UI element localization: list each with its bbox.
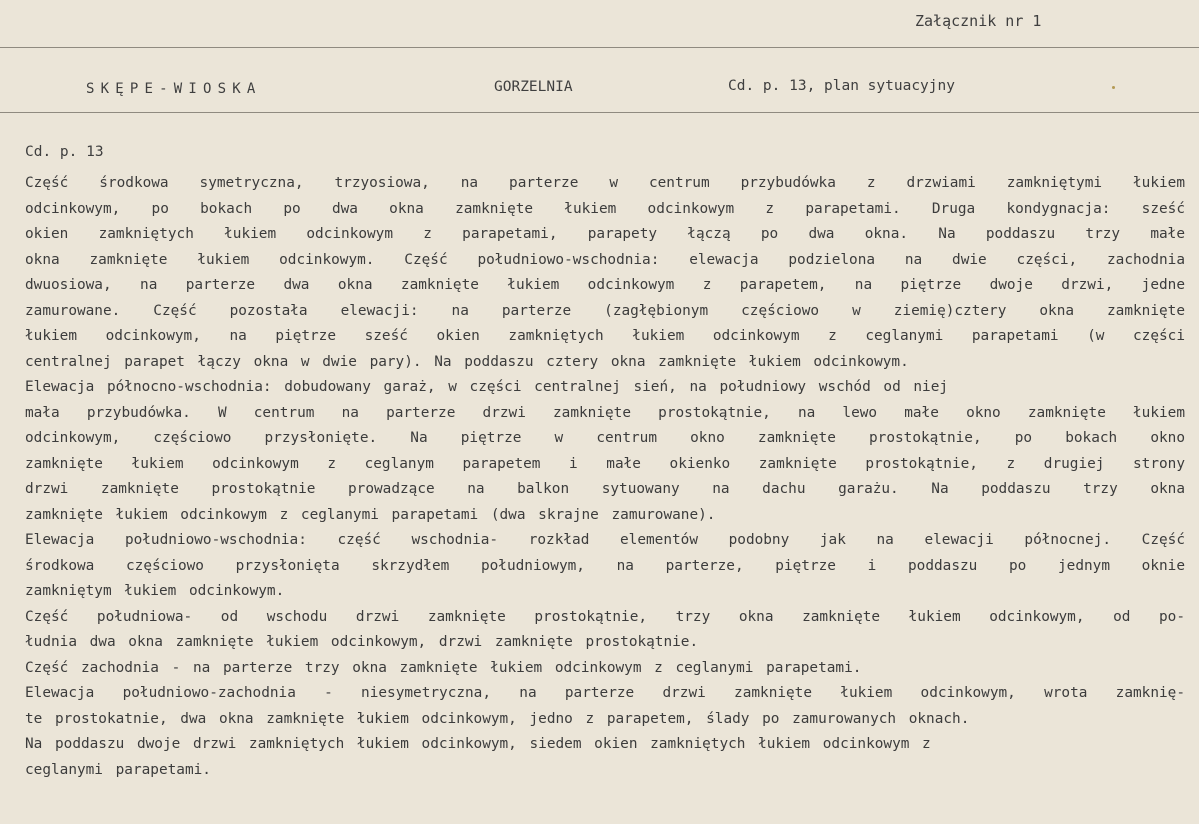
ink-dot: [1112, 86, 1115, 89]
text-line: Część południowa- od wschodu drzwi zamknięte prostokątnie, trzy okna zamknięte łukiem odcinkowym, od po-: [25, 608, 1185, 625]
text-line: centralnej parapet łączy okna w dwie pary). Na poddaszu cztery okna zamknięte łukiem odcinkowym.: [25, 353, 909, 370]
text-line: Część zachodnia - na parterze trzy okna zamknięte łukiem odcinkowym z ceglanymi parapetami.: [25, 659, 862, 676]
text-line: zamknięte łukiem odcinkowym z ceglanym parapetem i małe okienko zamknięte prostokątnie, z drugiej strony: [25, 455, 1185, 472]
text-line: Elewacja północno-wschodnia: dobudowany garaż, w części centralnej sień, na południowy wschód od niej: [25, 379, 949, 395]
text-line: odcinkowym, częściowo przysłonięte. Na piętrze w centrum okno zamknięte prostokątnie, po bokach okno: [25, 430, 1185, 446]
text-line: zamknięte łukiem odcinkowym z ceglanymi parapetami (dwa skrajne zamurowane).: [25, 506, 716, 523]
text-line: dwuosiowa, na parterze dwa okna zamknięte łukiem odcinkowym z parapetem, na piętrze dwoje drzwi, jedne: [25, 277, 1185, 293]
text-line: zamkniętym łukiem odcinkowym.: [25, 583, 285, 599]
reference-label: Cd. p. 13, plan sytuacyjny: [728, 78, 955, 94]
text-line: odcinkowym, po bokach po dwa okna zamknięte łukiem odcinkowym z parapetami. Druga kondygnacja: sześć: [25, 200, 1185, 217]
text-line: łukiem odcinkowym, na piętrze sześć okien zamkniętych łukiem odcinkowym z ceglanymi parapetami (w części: [25, 328, 1185, 344]
text-line: te prostokatnie, dwa okna zamknięte łukiem odcinkowym, jedno z parapetem, ślady po zamurowanych oknach.: [25, 710, 970, 727]
annex-label: Załącznik nr 1: [915, 12, 1042, 30]
description-body: [25, 171, 1185, 783]
text-line: środkowa częściowo przysłonięta skrzydłem południowym, na parterze, piętrze i poddaszu po jednym oknie: [25, 557, 1185, 574]
text-line: okien zamkniętych łukiem odcinkowym z parapetami, parapety łączą po dwa okna. Na poddaszu trzy małe: [25, 226, 1185, 242]
header-rule: [0, 112, 1199, 113]
text-line: Elewacja południowo-wschodnia: część wschodnia- rozkład elementów podobny jak na elewacji północnej. Część: [25, 532, 1185, 548]
place-name: SKĘPE-WIOSKA: [86, 81, 262, 97]
text-line: okna zamknięte łukiem odcinkowym. Część południowo-wschodnia: elewacja podzielona na dwie części, zachodnia: [25, 251, 1185, 268]
text-line: łudnia dwa okna zamknięte łukiem odcinkowym, drzwi zamknięte prostokątnie.: [25, 634, 699, 650]
building-name: GORZELNIA: [494, 79, 573, 95]
top-rule: [0, 47, 1199, 48]
text-line: Na poddaszu dwoje drzwi zamkniętych łukiem odcinkowym, siedem okien zamkniętych łukiem odcinkowym z: [25, 736, 931, 752]
section-title: Cd. p. 13: [25, 144, 104, 160]
text-line: mała przybudówka. W centrum na parterze drzwi zamknięte prostokątnie, na lewo małe okno zamknięte łukiem: [25, 404, 1185, 421]
text-line: Część środkowa symetryczna, trzyosiowa, na parterze w centrum przybudówka z drzwiami zamkniętymi łukiem: [25, 175, 1185, 191]
text-line: zamurowane. Część pozostała elewacji: na parterze (zagłębionym częściowo w ziemię)cztery okna zamknięte: [25, 302, 1185, 319]
text-line: ceglanymi parapetami.: [25, 761, 211, 778]
text-line: drzwi zamknięte prostokątnie prowadzące na balkon sytuowany na dachu garażu. Na poddaszu trzy okna: [25, 481, 1185, 497]
text-line: Elewacja południowo-zachodnia - niesymetryczna, na parterze drzwi zamknięte łukiem odcinkowym, wrota zamknię-: [25, 685, 1185, 701]
